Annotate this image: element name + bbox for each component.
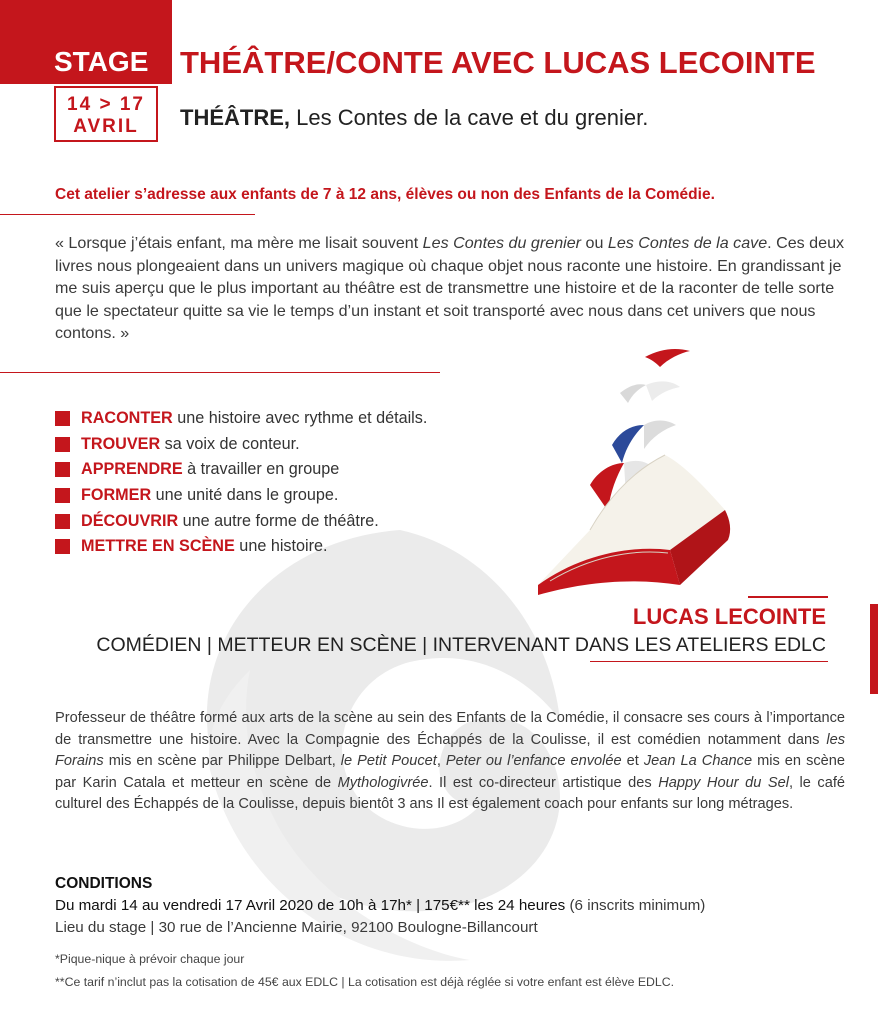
- bullet-square-icon: [55, 539, 70, 554]
- list-item: [55, 509, 515, 535]
- bio-text: Professeur de théâtre formé aux arts de la scène au sein des Enfants de la Comédie, il consacre ses cours à l’importance de transmettre une histoire. Avec la Compagnie des Échappés de la Coulisse, il est comédien notamment dans: [55, 710, 845, 748]
- audience-text: Cet atelier s’adresse aux enfants de 7 à 12 ans, élèves ou non des Enfants de la Comédie.: [55, 186, 715, 203]
- bullet-square-icon: [55, 411, 70, 426]
- bullet-square-icon: [55, 462, 70, 477]
- speaker-name: LUCAS LECOINTE: [632, 604, 826, 629]
- conditions-heading: CONDITIONS: [55, 875, 153, 892]
- bullet-square-icon: [55, 488, 70, 503]
- list-item: [55, 406, 515, 432]
- date-month: AVRIL: [73, 116, 139, 137]
- goal-keyword: METTRE EN SCÈNE: [81, 537, 235, 556]
- conditions-dates: [55, 895, 705, 917]
- bio-title: le Petit Poucet: [340, 753, 437, 769]
- footnote-picnic: *Pique-nique à prévoir chaque jour: [55, 952, 245, 966]
- divider: [590, 661, 828, 662]
- bio-text: ,: [436, 753, 446, 769]
- list-item: [55, 457, 515, 483]
- goal-text: sa voix de conteur.: [160, 434, 300, 453]
- goal-text: à travailler en groupe: [182, 460, 340, 479]
- conditions-minimum: (6 inscrits minimum): [565, 897, 706, 914]
- date-box: [54, 86, 158, 142]
- paper-bird-icon: [646, 381, 680, 401]
- goal-keyword: TROUVER: [81, 434, 161, 453]
- bio-title: Happy Hour du Sel: [658, 774, 789, 791]
- bio-title: Jean La Chance: [643, 753, 753, 769]
- bio-text: . Il est co-directeur artistique des: [428, 774, 659, 791]
- quote-part: ou: [581, 234, 608, 252]
- quote-part: . Ces deux livres nous plongeaient dans un univers magique où chaque objet nous raconte une histoire. En grandissant je me suis aperçu que le plus important au théâtre est de transmettre une histoire et de la raconter de telle sorte que le spectateur quitte sa vie le temps d’un instant et soit transporté avec nous dans cet univers que nous contons. »: [55, 234, 845, 342]
- paper-bird-icon: [620, 384, 646, 403]
- page-title: THÉÂTRE/CONTE AVEC LUCAS LECOINTE: [180, 45, 816, 80]
- goal-keyword: APPRENDRE: [81, 460, 183, 479]
- goal-text: une histoire.: [234, 537, 328, 556]
- goal-keyword: RACONTER: [81, 409, 173, 427]
- subtitle-text: Les Contes de la cave et du grenier.: [290, 105, 649, 130]
- book-illustration: [520, 345, 740, 595]
- quote-title-cave: Les Contes de la cave: [607, 234, 768, 252]
- subtitle-bold: THÉÂTRE,: [180, 105, 290, 130]
- goals-list: [55, 406, 515, 560]
- bio-title: Mythologivrée: [337, 774, 429, 791]
- list-item: [55, 534, 515, 560]
- speaker-top-line: [748, 596, 828, 598]
- bio-text: mis en scène par Karin Catala et metteur en scène de: [55, 753, 846, 791]
- stage-label: STAGE: [54, 46, 149, 77]
- bio-text: mis en scène par Philippe Delbart,: [103, 753, 341, 769]
- bullet-square-icon: [55, 437, 70, 452]
- divider: [0, 214, 255, 215]
- bio-title: Peter ou l’enfance envolée: [445, 753, 622, 769]
- conditions-location: Lieu du stage | 30 rue de l’Ancienne Mairie, 92100 Boulogne-Billancourt: [55, 919, 538, 936]
- list-item: [55, 483, 515, 509]
- goal-text: une histoire avec rythme et détails.: [172, 409, 428, 427]
- quote-paragraph: [55, 232, 845, 345]
- date-range: 14 > 17: [67, 94, 145, 115]
- speaker-accent-bar: [870, 604, 878, 694]
- footnote-fee: **Ce tarif n’inclut pas la cotisation de 45€ aux EDLC | La cotisation est déjà réglée si votre enfant est élève EDLC.: [55, 975, 675, 989]
- paper-bird-icon: [612, 425, 644, 463]
- divider: [0, 372, 440, 373]
- goal-keyword: DÉCOUVRIR: [81, 511, 179, 530]
- goal-text: une autre forme de théâtre.: [178, 511, 379, 530]
- quote-title-grenier: Les Contes du grenier: [422, 234, 582, 252]
- list-item: [55, 432, 515, 458]
- paper-bird-icon: [645, 349, 690, 367]
- paper-bird-icon: [644, 421, 676, 450]
- bio-text: , le café culturel des Échappés de la Coulisse, depuis bientôt 3 ans Il est également coach pour enfants sur long métrages.: [55, 774, 845, 812]
- bio-title: les Forains: [55, 731, 845, 769]
- bio-text: et: [621, 753, 644, 769]
- speaker-bio: [55, 708, 845, 816]
- goal-keyword: FORMER: [81, 486, 152, 505]
- goal-text: une unité dans le groupe.: [151, 486, 339, 505]
- page-subtitle: [180, 104, 648, 132]
- speaker-role: COMÉDIEN | METTEUR EN SCÈNE | INTERVENANT DANS LES ATELIERS EDLC: [96, 634, 826, 656]
- bullet-square-icon: [55, 514, 70, 529]
- conditions-dates-main: Du mardi 14 au vendredi 17 Avril 2020 de 10h à 17h* | 175€** les 24 heures: [55, 897, 566, 914]
- quote-part: « Lorsque j’étais enfant, ma mère me lisait souvent: [55, 234, 423, 252]
